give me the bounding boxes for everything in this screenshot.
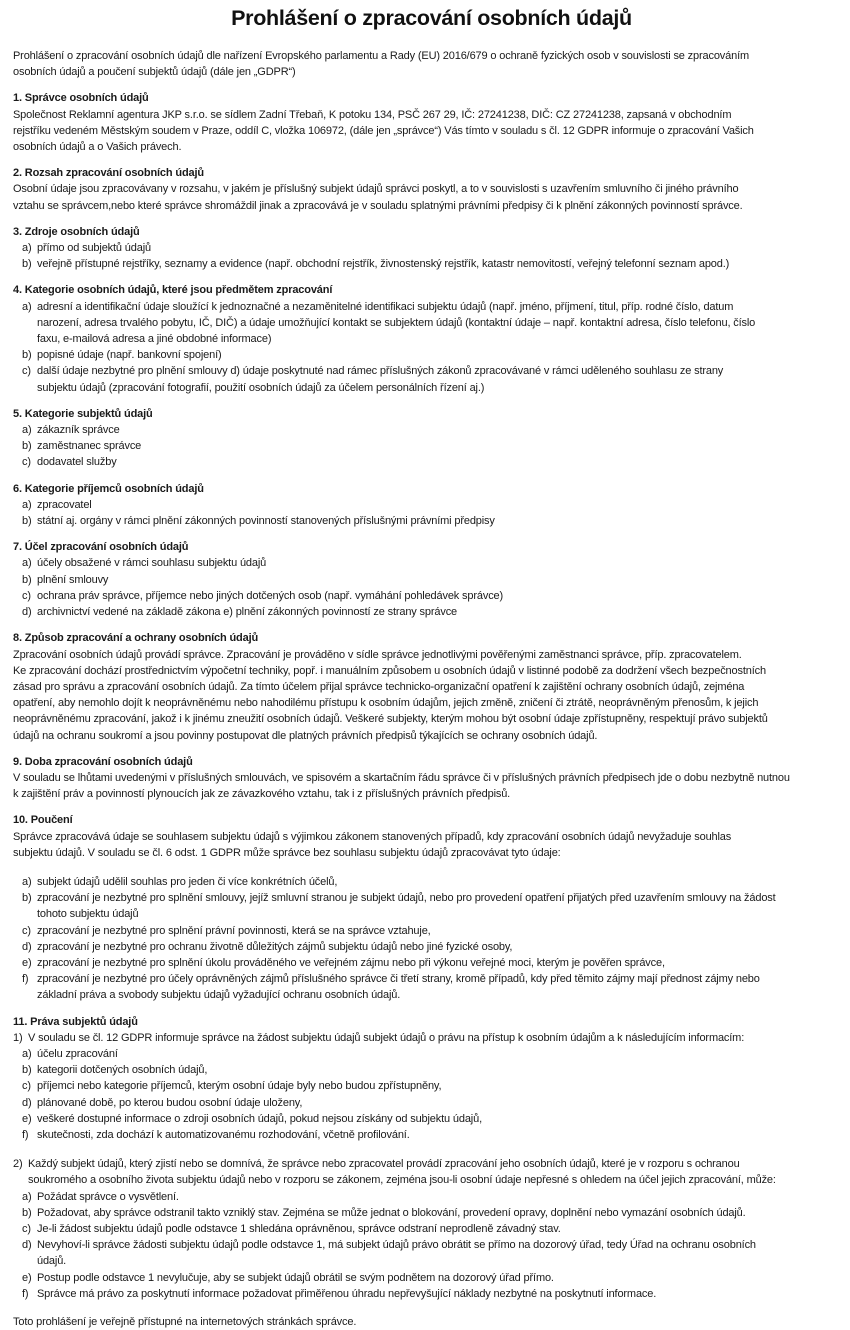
numbered-point <box>13 1030 850 1046</box>
list-text: dodavatel služby <box>37 456 117 469</box>
list-text: skutečnosti, zda dochází k automatizovanému rozhodování, včetně profilování. <box>37 1128 410 1141</box>
list-marker: a) <box>22 875 32 888</box>
list-item <box>13 874 850 890</box>
list-item <box>13 454 850 470</box>
list-item <box>13 572 850 588</box>
list-marker: f) <box>22 973 29 986</box>
list-text: Požádat správce o vysvětlení. <box>37 1190 179 1203</box>
section <box>13 754 850 803</box>
page-title: Prohlášení o zpracování osobních údajů <box>231 6 632 30</box>
list-text: zpracovatel <box>37 498 92 511</box>
list-item <box>13 299 850 348</box>
list-text: archivnictví vedené na základě zákona e) plnění zákonných povinností ze strany správce <box>37 606 458 619</box>
section-paragraph: Osobní údaje jsou zpracovávany v rozsahu, v jakém je příslušný subjekt údajů správci poskytl, a to v souvislosti s uzavřením smluvního či jiného právního vztahu se správcem,nebo které správce shromáždil jinak a zpracovává je v souladu splatnými právními předpisy či k plnění zákonných povinností správce. <box>13 183 743 212</box>
list-marker: b) <box>22 440 32 453</box>
list-marker: b) <box>22 258 32 271</box>
list-text: ochrana práv správce, příjemce nebo jiných dotčených osob (např. vymáhání pohledávek správce) <box>37 589 504 602</box>
list-text: Správce má právo za poskytnutí informace požadovat přiměřenou úhradu nepřevyšující náklady nezbytné na poskytnutí informace. <box>37 1287 657 1300</box>
numbered-point <box>13 1156 850 1188</box>
section-heading: 5. Kategorie subjektů údajů <box>13 407 153 420</box>
list-item <box>13 1078 850 1094</box>
list-marker: a) <box>22 300 32 313</box>
section <box>13 1014 850 1302</box>
list-item <box>13 1286 850 1302</box>
list-item <box>13 1205 850 1221</box>
list-marker: d) <box>22 606 32 619</box>
list-marker: b) <box>22 892 32 905</box>
list-item <box>13 363 850 395</box>
list-text: subjekt údajů udělil souhlas pro jeden či více konkrétních účelů, <box>37 875 338 888</box>
list-text: příjemci nebo kategorie příjemců, kterým osobní údaje byly nebo budou zpřístupněny, <box>37 1080 442 1093</box>
list-marker: c) <box>22 365 31 378</box>
section <box>13 539 850 620</box>
list-text: Postup podle odstavce 1 nevylučuje, aby se subjekt údajů obrátil se svým podnětem na dozorový úřad přímo. <box>37 1271 554 1284</box>
point-marker: 2) <box>13 1158 23 1171</box>
section <box>13 630 850 743</box>
section-heading: 4. Kategorie osobních údajů, které jsou předmětem zpracování <box>13 284 333 297</box>
section-paragraph: Správce zpracovává údaje se souhlasem subjektu údajů s výjimkou zákonem stanovených případů, kdy zpracování osobních údajů nevyžaduje souhlas subjektu údajů. V souladu se čl. 6 odst. 1 GDPR může správce bez souhlasu subjektu údajů zpracovávat tyto údaje: <box>13 830 732 859</box>
list-marker: c) <box>22 589 31 602</box>
list-item <box>13 971 850 1003</box>
list-item <box>13 1189 850 1205</box>
list-item <box>13 1237 850 1269</box>
list-item <box>13 497 850 513</box>
list-text: Požadovat, aby správce odstranil takto vzniklý stav. Zejména se může jednat o blokování, provedení opravy, doplnění nebo vymazání osobních údajů. <box>37 1206 746 1219</box>
section <box>13 282 850 395</box>
list-marker: f) <box>22 1128 29 1141</box>
point-text: Každý subjekt údajů, který zjistí nebo se domnívá, že správce nebo zpracovatel provádí zpracování jeho osobních údajů, které je v rozporu s ochranou soukromého a osobního života subjektu údajů nebo v rozporu se zákonem, zejména jsou-li osobní údaje nepřesné s ohledem na účel jejich zpracování, může: <box>28 1158 776 1187</box>
list-marker: e) <box>22 956 32 969</box>
list-marker: c) <box>22 456 31 469</box>
list-text: zpracování je nezbytné pro účely oprávněných zájmů příslušného správce či třetí strany, kromě případů, kdy před těmito zájmy mají přednost zájmy nebo základní práva a svobody subjektu údajů vyžadující ochranu osobních údajů. <box>37 973 760 1002</box>
list-text: zpracování je nezbytné pro splnění úkolu prováděného ve veřejném zájmu nebo při výkonu veřejné moci, kterým je pověřen správce, <box>37 956 665 969</box>
list-text: veřejně přístupné rejstříky, seznamy a evidence (např. obchodní rejstřík, živnostenský rejstřík, katastr nemovitostí, veřejný telefonní seznam apod.) <box>37 258 730 271</box>
list-marker: d) <box>22 940 32 953</box>
list-text: státní aj. orgány v rámci plnění zákonných povinností stanovených příslušnými právními předpisy <box>37 515 495 528</box>
list-text: přímo od subjektů údajů <box>37 242 151 255</box>
section-heading: 2. Rozsah zpracování osobních údajů <box>13 167 204 180</box>
list-item <box>13 955 850 971</box>
section <box>13 90 850 155</box>
list-text: plnění smlouvy <box>37 573 109 586</box>
section <box>13 481 850 530</box>
list-item <box>13 1062 850 1078</box>
list-marker: c) <box>22 1080 31 1093</box>
list-text: účely obsažené v rámci souhlasu subjektu údajů <box>37 557 267 570</box>
list-text: další údaje nezbytné pro plnění smlouvy d) údaje poskytnuté nad rámec příslušných zákonů zpracovávané v rámci uděleného souhlasu ze strany subjektu údajů (zpracování fotografií, použití osobních údajů za účelem personálních řízení aj.) <box>37 365 724 394</box>
list-item <box>13 438 850 454</box>
list-marker: f) <box>22 1287 29 1300</box>
list-text: Je-li žádost subjektu údajů podle odstavce 1 shledána oprávněnou, správce odstraní neprodleně závadný stav. <box>37 1223 561 1235</box>
list-text: zpracování je nezbytné pro splnění smlouvy, jejíž smluvní stranou je subjekt údajů, nebo pro provedení opatření přijatých před uzavřením smlouvy na žádost tohoto subjektu údajů <box>37 892 776 921</box>
section-heading: 10. Poučení <box>13 814 73 827</box>
section-paragraph: Zpracování osobních údajů provádí správce. Zpracování je prováděno v sídle správce jednotlivými pověřenými zaměstnanci správce, příp. zpracovatelem. Ke zpracování dochází prostřednictvím výpočetní techniky, popř. i manuálním způsobem u osobních údajů v listinné podobě za dodržení všech bezpečnostních zásad pro správu a zpracování osobních údajů. Za tímto účelem přijal správce technicko-organizační opatření k zajištění ochrany osobních údajů, zejména opatření, aby nemohlo dojít k neoprávněnému nebo nahodilému přístupu k osobním údajům, jejich změně, zničení či ztrátě, neoprávněným přenosům, k jejich neoprávněnému zpracování, jakož i k jinému zneužití osobních údajů. Veškeré subjekty, kterým mohou být osobní údaje zpřístupněny, respektují právo subjektů údajů na ochranu soukromí a jsou povinny postupovat dle platných právních předpisů týkajících se ochrany osobních údajů. <box>13 648 768 742</box>
list-text: zaměstnanec správce <box>37 440 142 453</box>
list-item <box>13 1127 850 1143</box>
list-item <box>13 604 850 620</box>
list-item <box>13 555 850 571</box>
list-marker: e) <box>22 1112 32 1125</box>
spacer <box>13 1143 850 1156</box>
list-marker: e) <box>22 1271 32 1284</box>
list-text: veškeré dostupné informace o zdroji osobních údajů, pokud nejsou získány od subjektu údajů, <box>37 1112 482 1125</box>
list-item <box>13 1095 850 1111</box>
section-heading: 8. Způsob zpracování a ochrany osobních údajů <box>13 632 259 645</box>
list-item <box>13 422 850 438</box>
list-item <box>13 1221 850 1237</box>
list-item <box>13 513 850 529</box>
section-heading: 3. Zdroje osobních údajů <box>13 225 140 238</box>
list-marker: b) <box>22 1064 32 1077</box>
list-text: účelu zpracování <box>37 1047 118 1060</box>
section <box>13 224 850 273</box>
list-marker: b) <box>22 515 32 528</box>
list-item <box>13 240 850 256</box>
list-marker: b) <box>22 573 32 586</box>
section <box>13 165 850 214</box>
list-marker: b) <box>22 1206 32 1219</box>
list-marker: d) <box>22 1096 32 1109</box>
list-marker: a) <box>22 242 32 255</box>
list-text: adresní a identifikační údaje sloužící k jednoznačné a nezaměnitelné identifikaci subjektu údajů (např. jméno, příjmení, titul, příp. rodné číslo, datum narození, adresa trvalého pobytu, IČ, DIČ) a údaje umožňující kontakt se subjektem údajů (kontaktní údaje – např. kontaktní adresa, číslo telefonu, číslo faxu, e-mailová adresa a jiné obdobné informace) <box>37 300 756 346</box>
section-heading: 9. Doba zpracování osobních údajů <box>13 755 193 768</box>
list-marker: a) <box>22 557 32 570</box>
section-heading: 6. Kategorie příjemců osobních údajů <box>13 482 204 495</box>
sections <box>13 90 850 1302</box>
point-text: V souladu se čl. 12 GDPR informuje správce na žádost subjektu údajů subjekt údajů o právu na přístup k osobním údajům a k následujícím informacím: <box>28 1031 745 1044</box>
list-text: plánované době, po kterou budou osobní údaje uloženy, <box>37 1096 303 1109</box>
list-item <box>13 1046 850 1062</box>
point-marker: 1) <box>13 1031 23 1044</box>
section-heading: 11. Práva subjektů údajů <box>13 1015 138 1028</box>
list-marker: a) <box>22 498 32 511</box>
list-item <box>13 347 850 363</box>
list-item <box>13 1270 850 1286</box>
list-item <box>13 588 850 604</box>
list-marker: d) <box>22 1239 32 1252</box>
list-marker: c) <box>22 1223 31 1235</box>
list-marker: b) <box>22 349 32 362</box>
list-marker: a) <box>22 1190 32 1203</box>
section <box>13 406 850 471</box>
footer-note: Toto prohlášení je veřejně přístupné na internetových stránkách správce. <box>13 1316 357 1329</box>
list-item <box>13 1111 850 1127</box>
list-text: popisné údaje (např. bankovní spojení) <box>37 349 222 362</box>
list-item <box>13 923 850 939</box>
list-text: zákazník správce <box>37 424 120 437</box>
spacer <box>13 861 850 874</box>
list-item <box>13 890 850 922</box>
section-heading: 7. Účel zpracování osobních údajů <box>13 541 189 554</box>
list-marker: a) <box>22 1047 32 1060</box>
section-paragraph: Společnost Reklamní agentura JKP s.r.o. se sídlem Zadní Třebaň, K potoku 134, PSČ 267 29, IČ: 27241238, DIČ: CZ 27241238, zapsaná v obchodním rejstříku vedeném Městským soudem v Praze, oddíl C, vložka 106972, (dále jen „správce“) Vás tímto v souladu s čl. 12 GDPR informuje o zpracování Vašich osobních údajů a o Vašich právech. <box>13 108 754 154</box>
list-text: kategorii dotčených osobních údajů, <box>37 1064 208 1077</box>
list-marker: c) <box>22 924 31 937</box>
intro-paragraph: Prohlášení o zpracování osobních údajů dle nařízení Evropského parlamentu a Rady (EU) 2016/679 o ochraně fyzických osob v souvislosti se zpracováním osobních údajů a poučení subjektů údajů (dále jen „GDPR“) <box>13 50 749 79</box>
section-paragraph: V souladu se lhůtami uvedenými v příslušných smlouvách, ve spisovém a skartačním řádu správce či v příslušných právních předpisech jde o dobu nezbytně nutnou k zajištění práv a povinností plynoucích jak ze závazkového vztahu, tak i z příslušných právních předpisů. <box>13 771 790 801</box>
list-text: zpracování je nezbytné pro splnění právní povinnosti, která se na správce vztahuje, <box>37 924 431 937</box>
list-text: zpracování je nezbytné pro ochranu životně důležitých zájmů subjektu údajů nebo jiné fyzické osoby, <box>37 940 513 953</box>
list-item <box>13 256 850 272</box>
section <box>13 812 850 1003</box>
list-marker: a) <box>22 424 32 437</box>
section-heading: 1. Správce osobních údajů <box>13 92 149 105</box>
list-text: Nevyhoví-li správce žádosti subjektu údajů podle odstavce 1, má subjekt údajů právo obrátit se přímo na dozorový úřad, tedy Úřad na ochranu osobních údajů. <box>37 1239 756 1268</box>
list-item <box>13 939 850 955</box>
